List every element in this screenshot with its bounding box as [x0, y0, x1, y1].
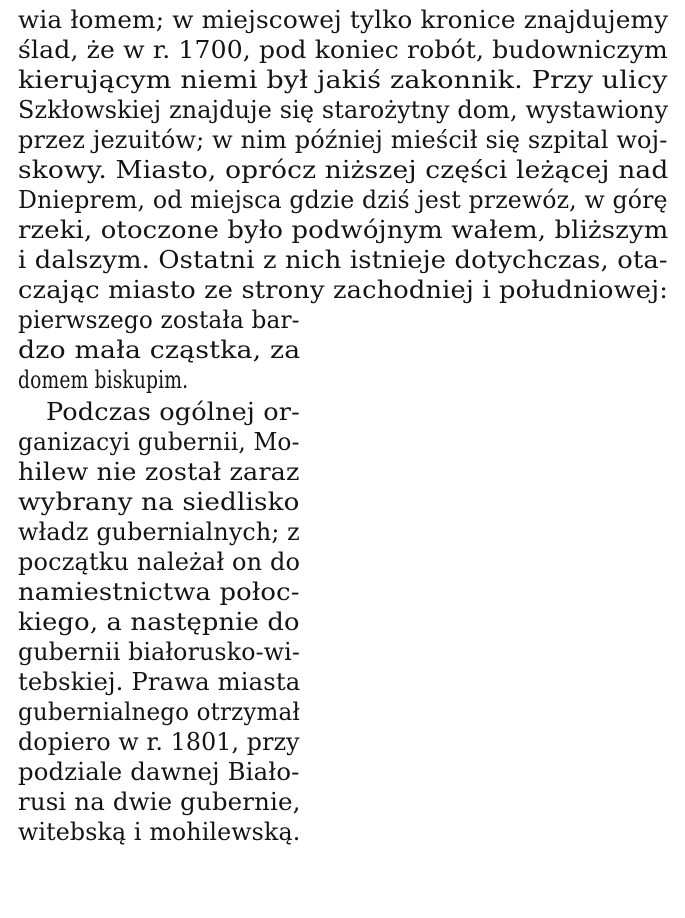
text-line: i dalszym. Ostatni z nich istnieje dotychczas, ota- — [18, 246, 668, 274]
text-line: dopiero w r. 1801, przy — [18, 728, 300, 756]
text-line: początku należał on do — [18, 548, 301, 576]
text-line: Dnieprem, od miejsca gdzie dziś jest przewóz, w górę — [18, 186, 668, 214]
text-line: Szkłowskiej znajduje się starożytny dom, wystawiony — [18, 96, 669, 124]
text-line: skowy. Miasto, oprócz niższej części leżącej nad — [18, 156, 669, 184]
text-line: podziale dawnej Biało- — [18, 758, 300, 786]
text-line: kiego, a następnie do — [18, 608, 300, 636]
text-line: namiestnictwa połoc- — [18, 578, 300, 606]
text-line: władz gubernialnych; z — [18, 518, 300, 546]
text-line: wybrany na siedlisko — [18, 488, 300, 516]
text-line: ganizacyi gubernii, Mo- — [18, 428, 300, 456]
text-line: hilew nie został zaraz — [18, 458, 300, 486]
text-line: rusi na dwie gubernie, — [18, 788, 301, 816]
paragraph-first-line: Podczas ogólnej or- — [46, 398, 300, 426]
text-line: gubernialnego otrzymał — [18, 698, 300, 726]
text-line: przez jezuitów; w nim później mieścił się szpital woj- — [18, 126, 668, 154]
text-line: pierwszego została bar- — [18, 306, 300, 334]
text-line: czając miasto ze strony zachodniej i południowej: — [18, 276, 668, 304]
text-line: domem biskupim. — [18, 366, 189, 394]
text-line: tebskiej. Prawa miasta — [18, 668, 301, 696]
text-line: witebską i mohilewską. — [18, 818, 301, 846]
text-line: wia łomem; w miejscowej tylko kronice znajdujemy — [18, 6, 669, 34]
text-line: rzeki, otoczone było podwójnym wałem, bliższym — [18, 216, 669, 244]
text-line: kierującym niemi był jakiś zakonnik. Przy ulicy — [18, 66, 668, 94]
text-line: ślad, że w r. 1700, pod koniec robót, budowniczym — [18, 36, 668, 64]
text-line: gubernii białorusko-wi- — [18, 638, 301, 666]
text-line: dzo mała cząstka, za — [18, 336, 301, 364]
